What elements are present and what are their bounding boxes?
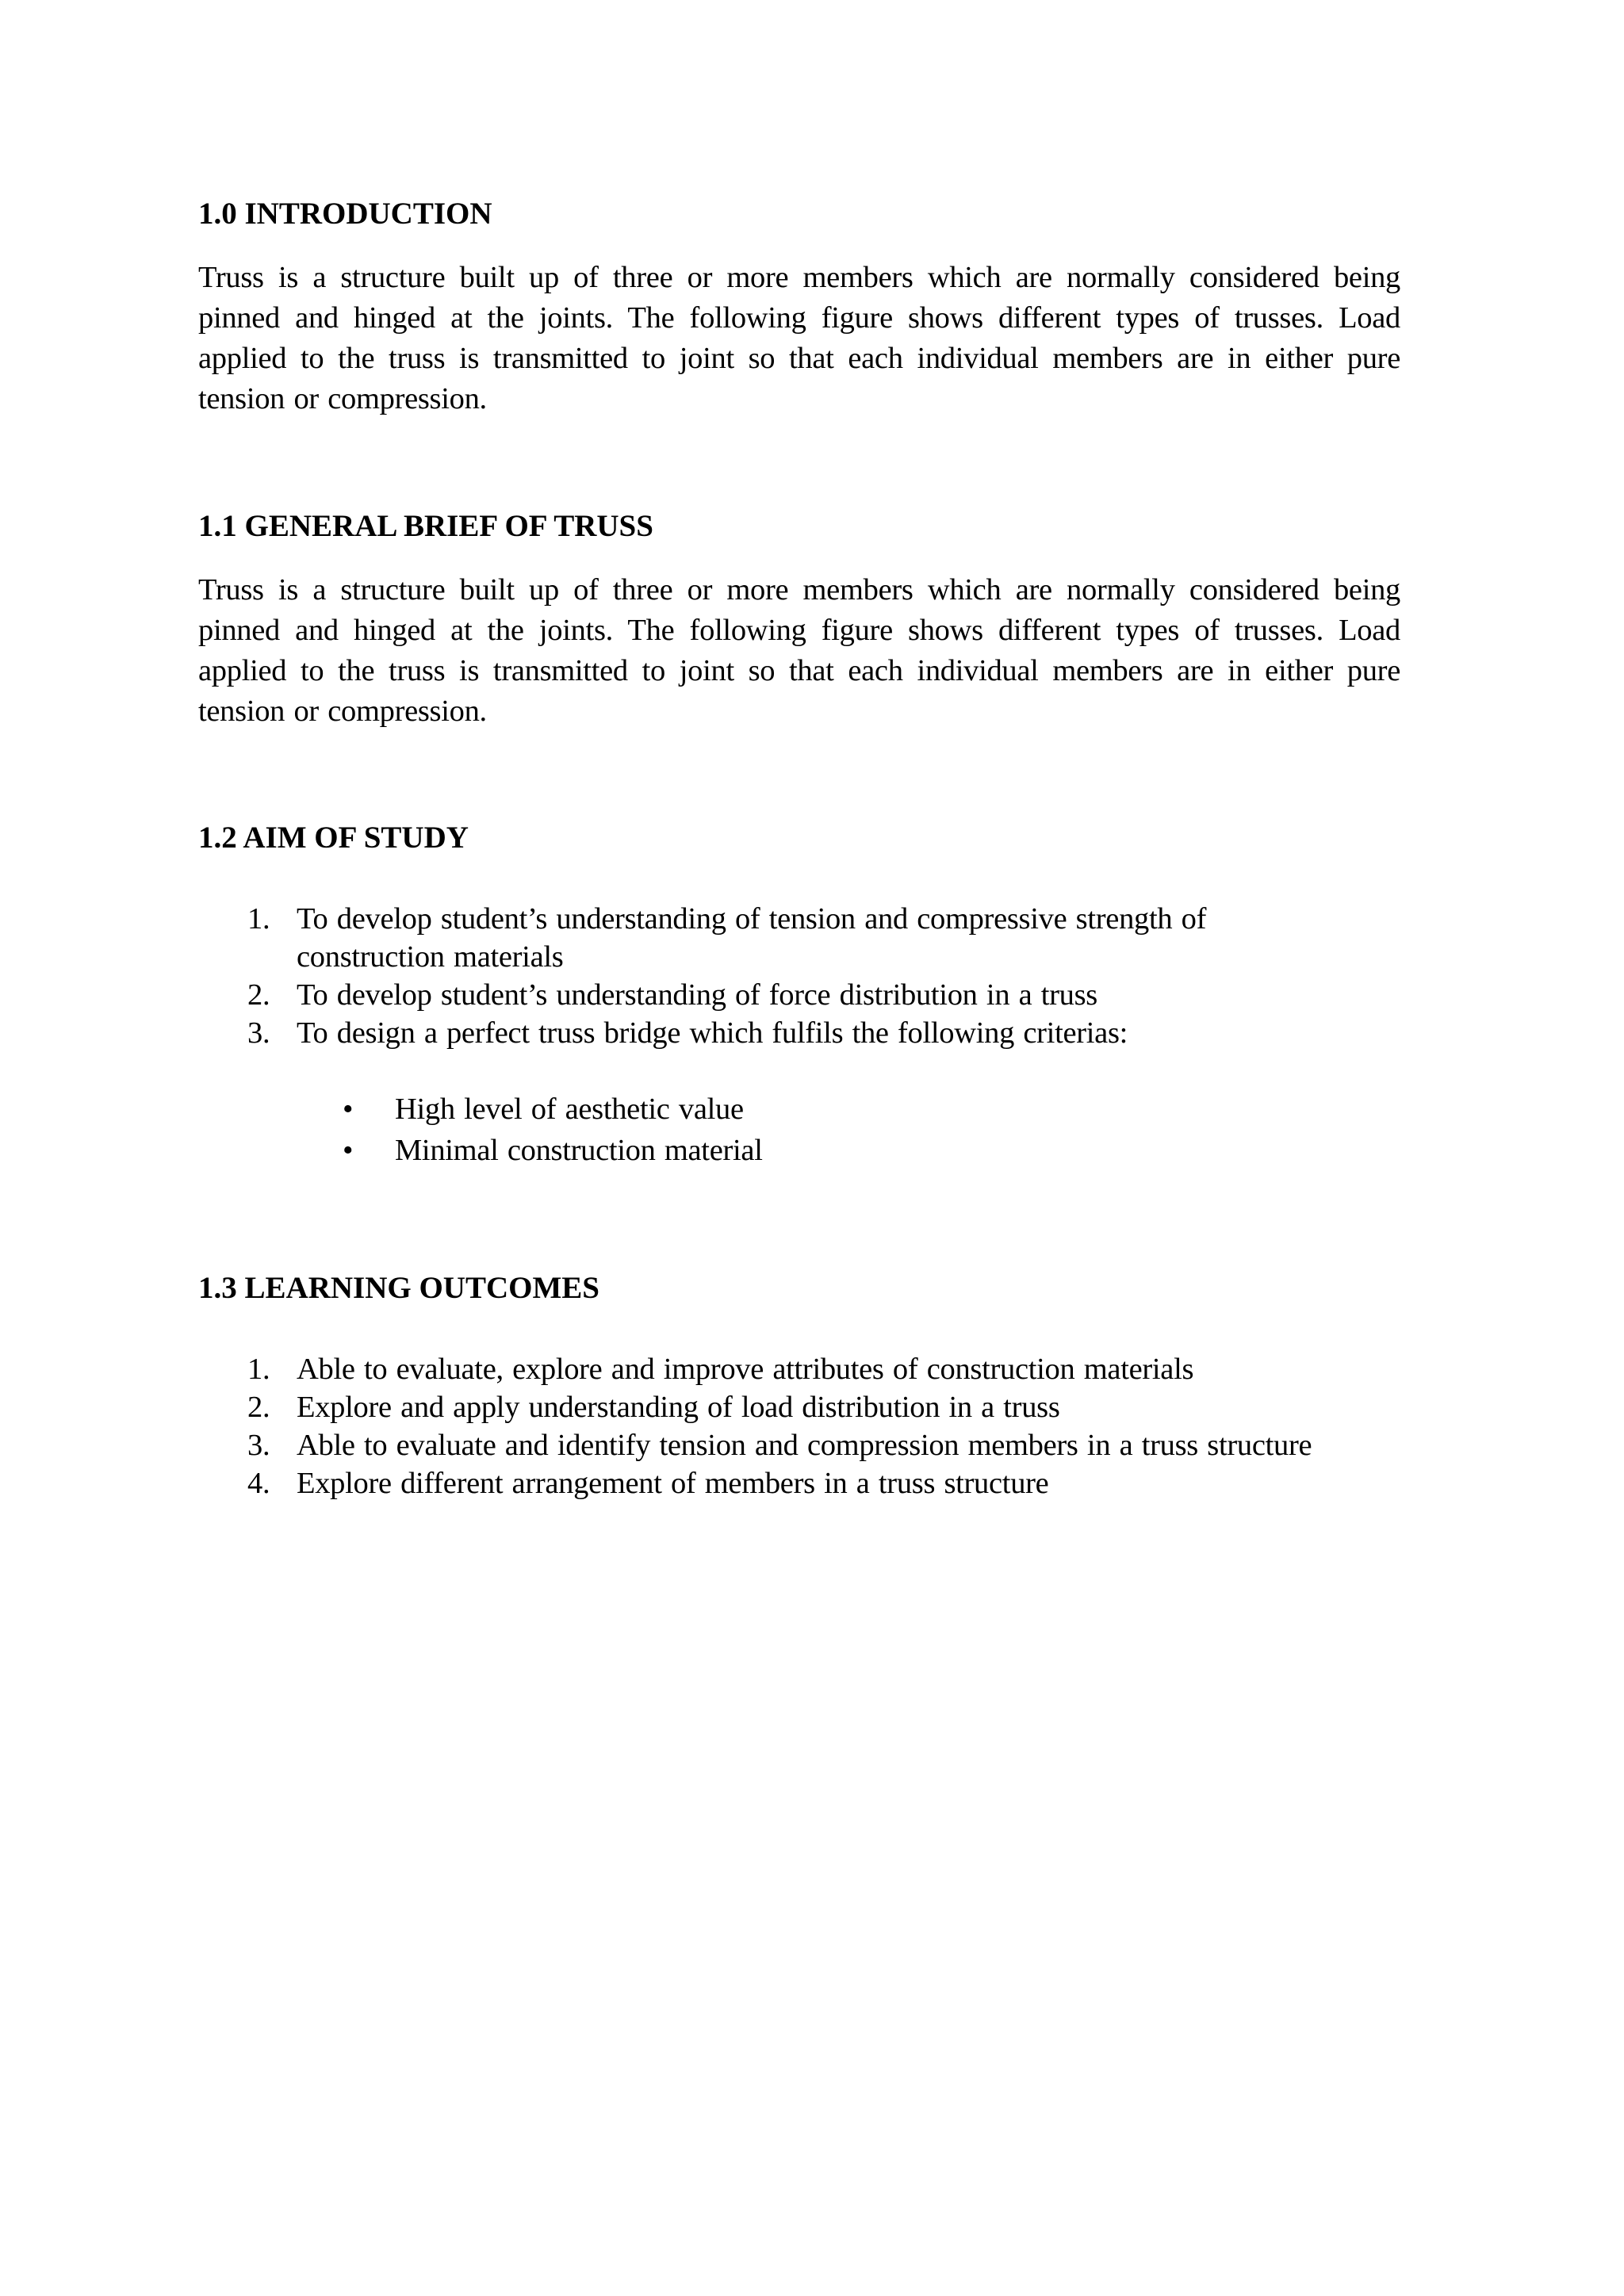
bullet-item	[198, 1089, 763, 1130]
learning-outcomes-list	[198, 1350, 1435, 1502]
list-item	[198, 1388, 1435, 1426]
bullet-icon: •	[343, 1134, 354, 1167]
list-item-number: 2.	[247, 1391, 270, 1424]
list-item-number: 4.	[247, 1467, 270, 1500]
list-item-number: 1.	[247, 902, 270, 936]
general-brief-paragraph: Truss is a structure built up of three or more members which are normally considered being pinned and hinged at the joints. The following figure shows different types of trusses. Load applied to the truss is transmitted to joint so that each individual members are in either pure tension or compression.	[198, 573, 1400, 728]
list-item-text: Explore and apply understanding of load distribution in a truss	[297, 1391, 1060, 1424]
list-item-number: 3.	[247, 1429, 270, 1462]
list-item-text: Explore different arrangement of members in a truss structure	[297, 1467, 1049, 1500]
list-item-number: 1.	[247, 1353, 270, 1386]
list-item-text: To develop student’s understanding of force distribution in a truss	[297, 978, 1097, 1012]
list-item	[198, 1014, 1435, 1052]
section-heading-general-brief: 1.1 GENERAL BRIEF OF TRUSS	[198, 509, 653, 543]
list-item-number: 2.	[247, 978, 270, 1012]
bullet-item-text: Minimal construction material	[395, 1134, 763, 1167]
criteria-bullet-list	[198, 1089, 763, 1171]
list-item-text: Able to evaluate and identify tension and compression members in a truss structure	[297, 1429, 1312, 1462]
list-item	[198, 1426, 1435, 1464]
aim-of-study-list	[198, 900, 1435, 1052]
list-item-text: To design a perfect truss bridge which fulfils the following criterias:	[297, 1016, 1128, 1050]
section-heading-introduction: 1.0 INTRODUCTION	[198, 197, 492, 231]
bullet-icon: •	[343, 1093, 354, 1126]
list-item	[198, 1350, 1435, 1388]
list-item	[198, 976, 1435, 1014]
list-item-number: 3.	[247, 1016, 270, 1050]
bullet-item-text: High level of aesthetic value	[395, 1093, 744, 1126]
introduction-paragraph: Truss is a structure built up of three or more members which are normally considered being pinned and hinged at the joints. The following figure shows different types of trusses. Load applied to the truss is transmitted to joint so that each individual members are in either pure tension or compression.	[198, 261, 1400, 415]
list-item-text: Able to evaluate, explore and improve attributes of construction materials	[297, 1353, 1194, 1386]
bullet-item	[198, 1130, 763, 1171]
list-item	[198, 900, 1435, 976]
list-item	[198, 1464, 1435, 1502]
list-item-text: To develop student’s understanding of tension and compressive strength of construction materials	[297, 902, 1207, 974]
section-heading-aim-of-study: 1.2 AIM OF STUDY	[198, 821, 469, 855]
section-heading-learning-outcomes: 1.3 LEARNING OUTCOMES	[198, 1271, 599, 1305]
